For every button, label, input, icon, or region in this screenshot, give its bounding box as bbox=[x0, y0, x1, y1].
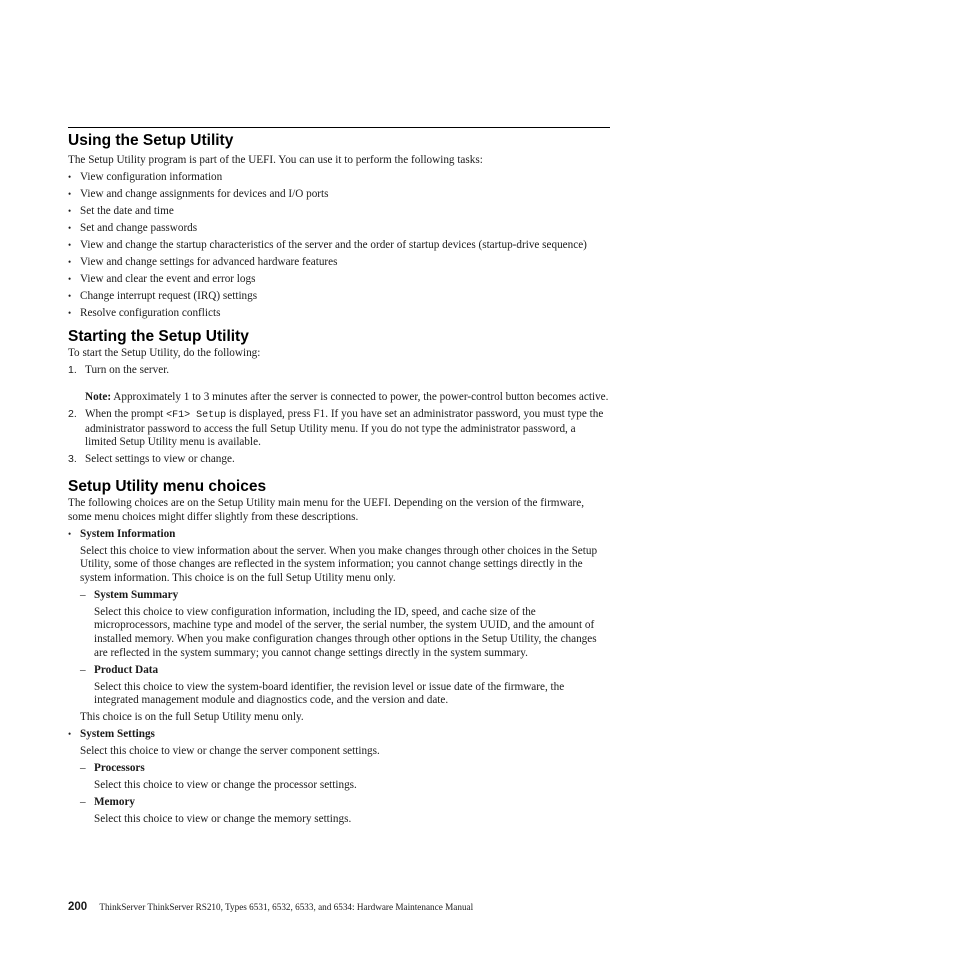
list-item: • View and change the startup characteristics of the server and the order of startup devices (startup-drive sequence) bbox=[68, 239, 610, 253]
menu-choice-title: • System Settings bbox=[80, 728, 610, 742]
section-title-using-setup: Using the Setup Utility bbox=[68, 132, 234, 149]
step-item bbox=[68, 453, 610, 467]
list-item: • View configuration information bbox=[68, 171, 610, 185]
submenu-title: – Processors bbox=[94, 762, 610, 776]
menu-choice-text: Select this choice to view or change the server component settings. bbox=[80, 745, 380, 758]
step-number: 2. bbox=[68, 408, 77, 420]
submenu-text: Select this choice to view or change the memory settings. bbox=[94, 813, 352, 826]
list-item: • View and change assignments for devices and I/O ports bbox=[68, 188, 610, 202]
section-title-menu-choices: Setup Utility menu choices bbox=[68, 478, 267, 496]
submenu-title: – Product Data bbox=[94, 664, 610, 678]
page-number: 200 bbox=[68, 901, 88, 913]
menu-choice-title: • System Information bbox=[80, 528, 610, 542]
step-number: 3. bbox=[68, 453, 77, 466]
section-intro: To start the Setup Utility, do the following: bbox=[68, 346, 261, 359]
task-list bbox=[68, 171, 610, 320]
step-text-post: is displayed, press F1. If you have set an administrator password, you must type the administrator password to access the full Setup Utility menu. If you do not type the administrator password, a limited Setup Utility menu is available. bbox=[85, 408, 604, 449]
step-item bbox=[68, 364, 610, 405]
section-title-starting-setup: Starting the Setup Utility bbox=[68, 327, 249, 345]
submenu-system-summary bbox=[80, 589, 610, 708]
note-text: Approximately 1 to 3 minutes after the server is connected to power, the power-control button becomes active. bbox=[113, 391, 609, 404]
list-item: • View and change settings for advanced hardware features bbox=[68, 256, 610, 270]
submenu-title: – System Summary bbox=[94, 589, 610, 603]
list-item: • Set the date and time bbox=[68, 205, 610, 219]
list-item: • Change interrupt request (IRQ) settings bbox=[68, 290, 610, 304]
footer-text: ThinkServer ThinkServer RS210, Types 6531, 6532, 6533, and 6534: Hardware Maintenance Manual bbox=[99, 902, 474, 912]
prompt-code: <F1> Setup bbox=[166, 410, 227, 421]
section-rule bbox=[68, 127, 610, 128]
submenu-title: – Memory bbox=[94, 796, 610, 810]
submenu-text: Select this choice to view the system-board identifier, the revision level or issue date of the firmware, the integrated management module and diagnostics code, and the version and date. bbox=[94, 680, 565, 707]
page-content bbox=[68, 127, 610, 827]
submenu-list bbox=[80, 762, 610, 827]
note bbox=[85, 391, 610, 405]
menu-choice-footnote: This choice is on the full Setup Utility menu only. bbox=[80, 711, 304, 724]
list-item: • View and clear the event and error logs bbox=[68, 273, 610, 287]
section-intro: The following choices are on the Setup Utility main menu for the UEFI. Depending on the version of the firmware, some menu choices might differ slightly from these descriptions. bbox=[68, 497, 585, 523]
submenu-text: Select this choice to view or change the processor settings. bbox=[94, 779, 357, 792]
list-item: • Set and change passwords bbox=[68, 222, 610, 236]
list-item: • Resolve configuration conflicts bbox=[68, 307, 610, 321]
step-text: Select settings to view or change. bbox=[85, 453, 235, 466]
step-text-pre: When the prompt bbox=[85, 408, 167, 420]
step-text: Turn on the server. bbox=[85, 363, 170, 376]
section-intro: The Setup Utility program is part of the UEFI. You can use it to perform the following tasks: bbox=[68, 154, 483, 166]
step-list bbox=[68, 364, 610, 467]
submenu-text: Select this choice to view configuration information, including the ID, speed, and cache size of the microprocessors, machine type and model of the server, the serial number, the system UUID, and the amount of installed memory. When you make configuration changes through other options in the Setup Utility, the changes are reflected in the system summary; you cannot change settings directly in the system summary. bbox=[94, 605, 597, 659]
menu-choice-system-information bbox=[68, 528, 610, 827]
menu-choice-text: Select this choice to view information about the server. When you make changes through other choices in the Setup Utility, some of those changes are reflected in the system information; you cannot change settings directly in the system information. This choice is on the full Setup Utility menu only. bbox=[80, 544, 598, 584]
page-footer bbox=[68, 900, 473, 914]
step-number: 1. bbox=[68, 363, 77, 376]
note-label: Note: bbox=[85, 391, 112, 404]
step-item bbox=[68, 408, 610, 450]
